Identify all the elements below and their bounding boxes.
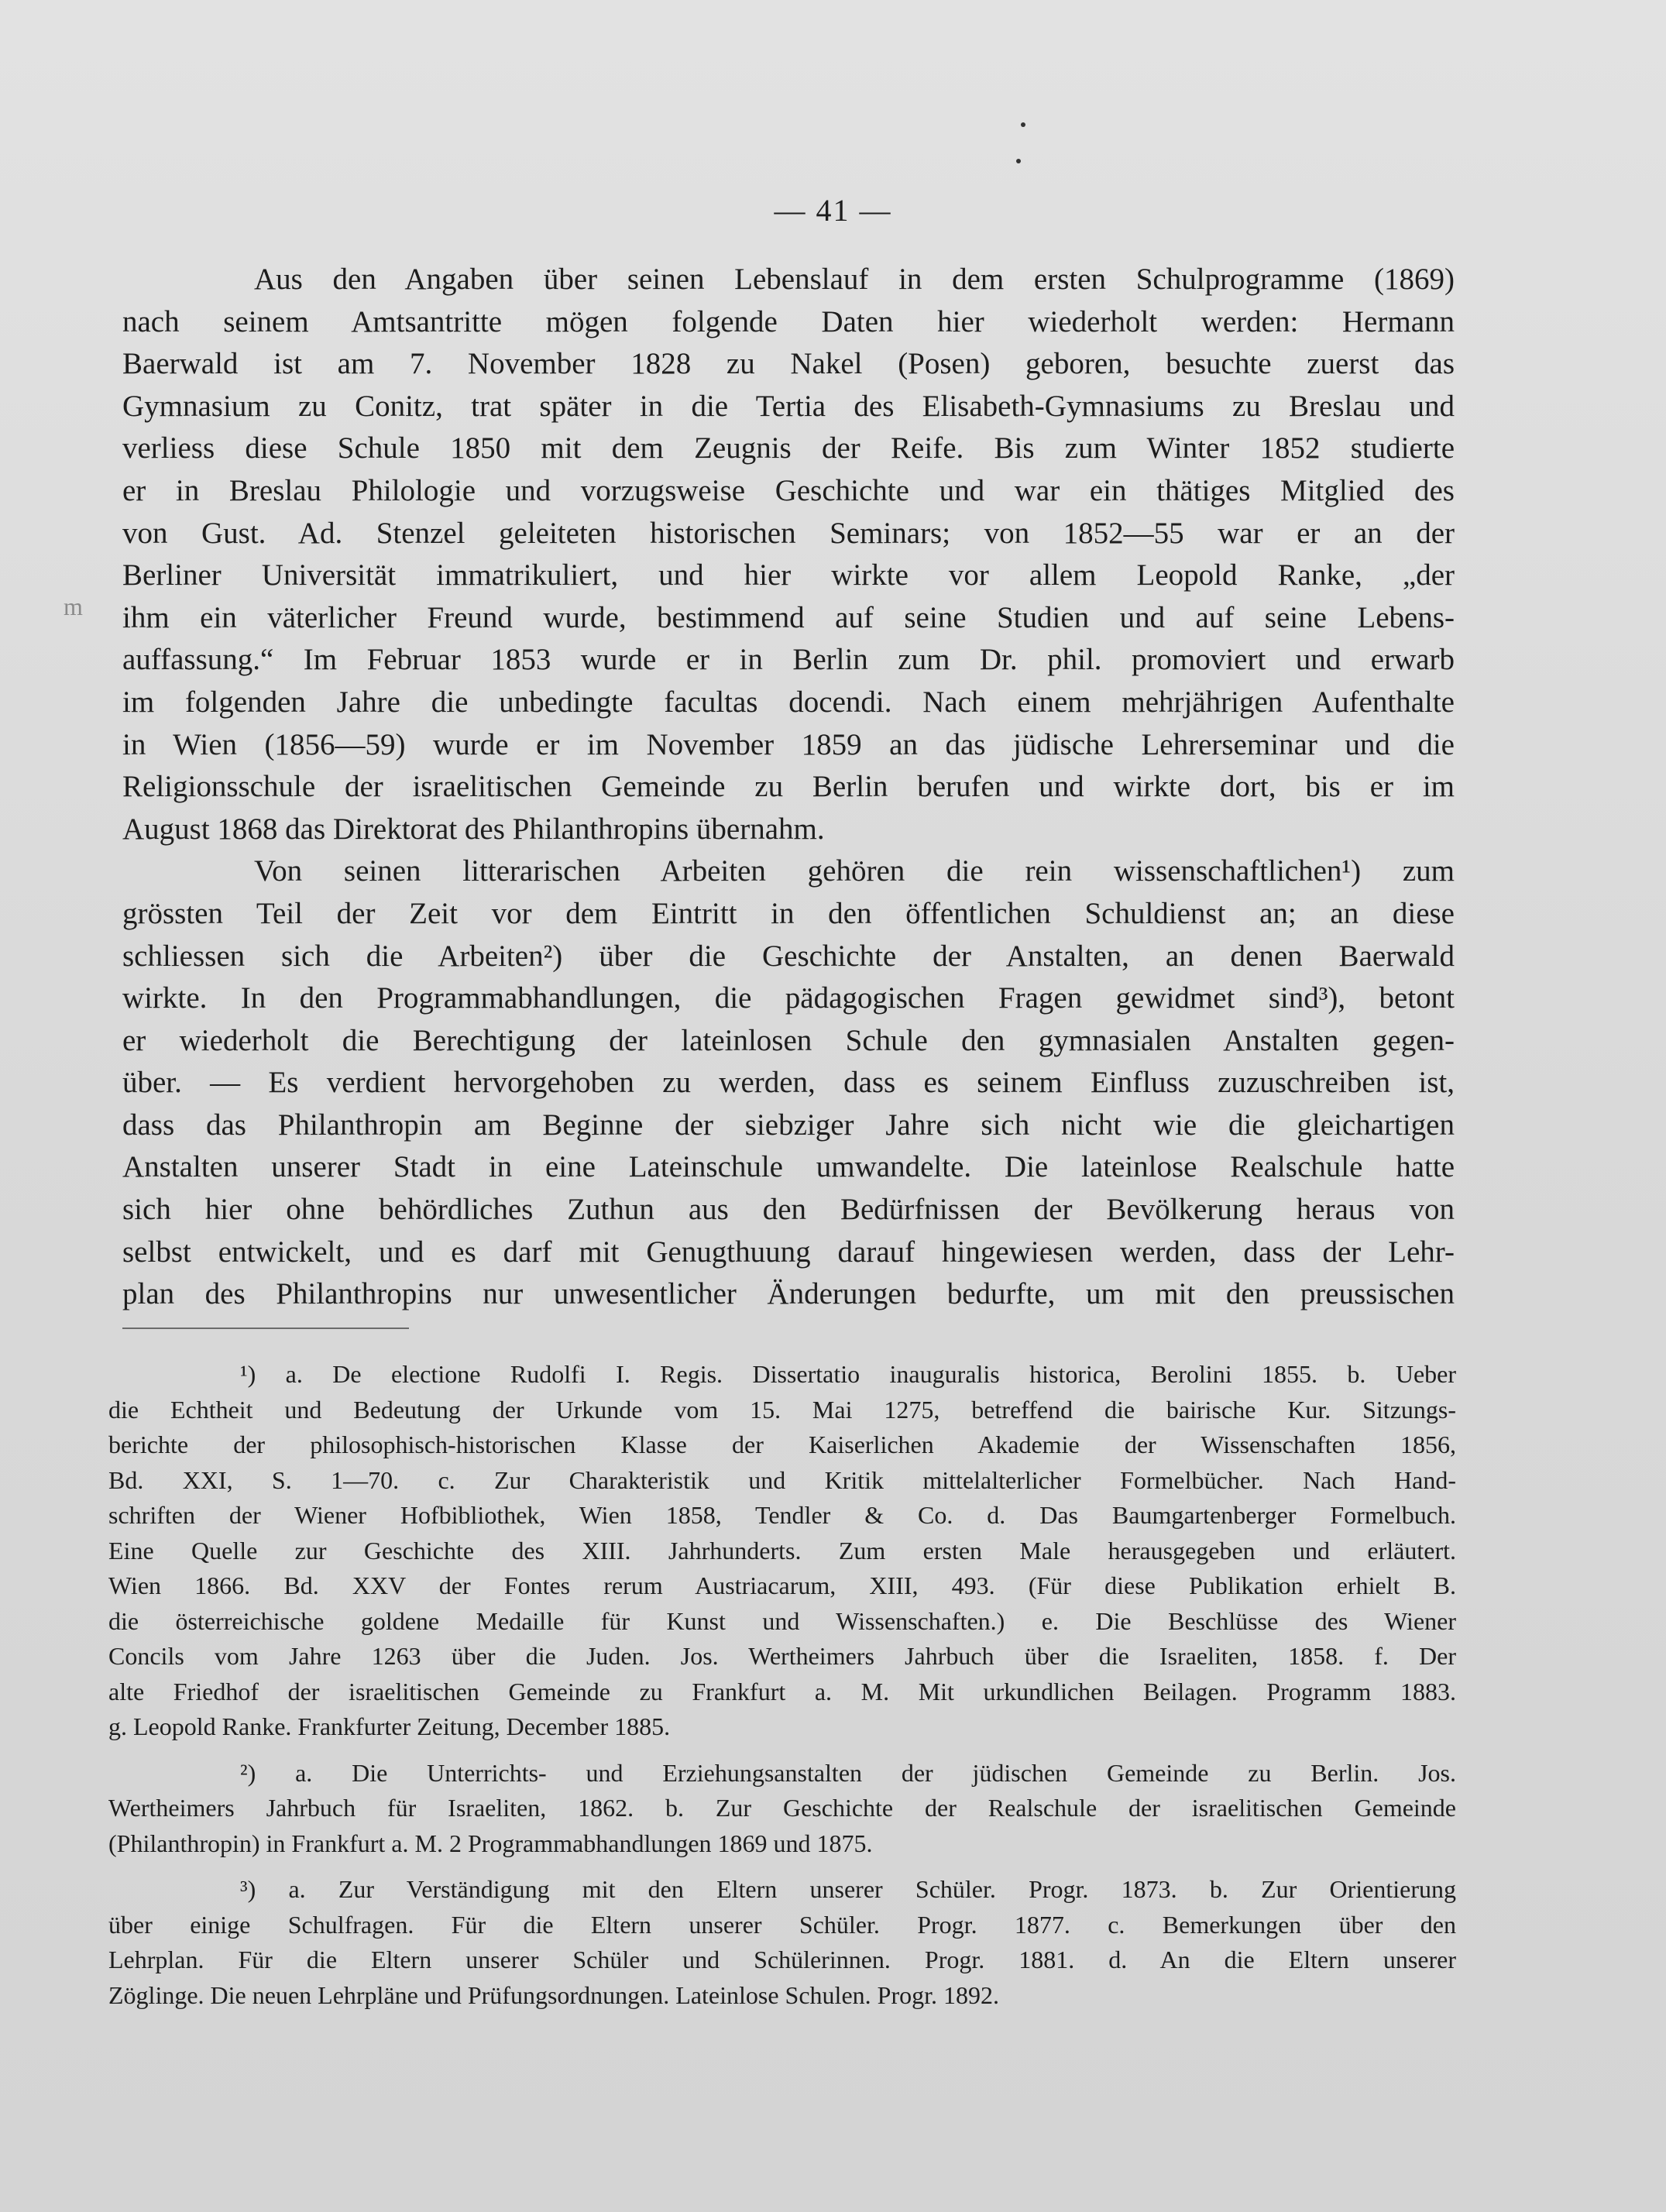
footnote-line: Eine Quelle zur Geschichte des XIII. Jahrhunderts. Zum ersten Male herausgegeben und erläutert. <box>108 1536 1456 1565</box>
text-line: Berliner Universität immatrikuliert, und hier wirkte vor allem Leopold Ranke, „der <box>122 558 1455 592</box>
text-line: Baerwald ist am 7. November 1828 zu Nakel (Posen) geboren, besuchte zuerst das <box>122 347 1455 381</box>
footnote-line: Lehrplan. Für die Eltern unserer Schüler und Schülerinnen. Progr. 1881. d. An die Eltern unserer <box>108 1946 1456 1973</box>
text-line: er wiederholt die Berechtigung der lateinlosen Schule den gymnasialen Anstalten gegen- <box>122 1023 1455 1057</box>
text-line: nach seinem Amtsantritte mögen folgende Daten hier wiederholt werden: Hermann <box>122 304 1455 338</box>
footnote-gap <box>108 1861 1456 1872</box>
text-line: Gymnasium zu Conitz, trat später in die Tertia des Elisabeth-Gymnasiums zu Breslau und <box>122 389 1455 423</box>
margin-mark: m <box>64 592 83 620</box>
text-line: Religionsschule der israelitischen Gemeinde zu Berlin berufen und wirkte dort, bis er im <box>122 770 1455 804</box>
footnotes <box>108 1357 1456 2013</box>
text-line: er in Breslau Philologie und vorzugsweise Geschichte und war ein thätiges Mitglied des <box>122 473 1455 507</box>
page-number: — 41 — <box>774 193 892 228</box>
footnote-line: Concils vom Jahre 1263 über die Juden. Jos. Wertheimers Jahrbuch über die Israeliten, 1858. f. Der <box>108 1642 1456 1670</box>
footnote-line: die Echtheit und Bedeutung der Urkunde vom 15. Mai 1275, betreffend die bairische Kur. Sitzungs- <box>108 1395 1456 1424</box>
text-line: über. — Es verdient hervorgehoben zu werden, dass es seinem Einfluss zuzuschreiben ist, <box>122 1066 1455 1100</box>
footnote-line: g. Leopold Ranke. Frankfurter Zeitung, December 1885. <box>108 1712 671 1740</box>
text-line: sich hier ohne behördliches Zuthun aus den Bedürfnissen der Bevölkerung heraus von <box>122 1193 1455 1227</box>
footnote-line: Wertheimers Jahrbuch für Israeliten, 1862. b. Zur Geschichte der Realschule der israelitischen Gemeinde <box>108 1794 1456 1822</box>
text-line: August 1868 das Direktorat des Philanthropins übernahm. <box>122 812 825 846</box>
text-line: in Wien (1856—59) wurde er im November 1859 an das jüdische Lehrerseminar und die <box>122 727 1455 761</box>
text-line: dass das Philanthropin am Beginne der siebziger Jahre sich nicht wie die gleichartigen <box>122 1108 1455 1142</box>
footnote-divider <box>122 1328 409 1329</box>
footnote-line: alte Friedhof der israelitischen Gemeinde zu Frankfurt a. M. Mit urkundlichen Beilagen. Programm 1883. <box>108 1677 1456 1705</box>
text-line: wirkte. In den Programmabhandlungen, die pädagogischen Fragen gewidmet sind³), betont <box>122 981 1455 1015</box>
text-line: ihm ein väterlicher Freund wurde, bestimmend auf seine Studien und auf seine Lebens- <box>122 600 1455 634</box>
main-text <box>122 259 1455 1316</box>
footnote-line: berichte der philosophisch-historischen Klasse der Kaiserlichen Akademie der Wissenschaften 1856, <box>108 1431 1456 1458</box>
text-line: auffassung.“ Im Februar 1853 wurde er in Berlin zum Dr. phil. promoviert und erwarb <box>122 643 1455 677</box>
footnote-line: ²) a. Die Unterrichts- und Erziehungsanstalten der jüdischen Gemeinde zu Berlin. Jos. <box>240 1758 1456 1787</box>
footnote-line: Bd. XXI, S. 1—70. c. Zur Charakteristik und Kritik mittelalterlicher Formelbücher. Nach Hand- <box>108 1465 1456 1494</box>
footnote-line: (Philanthropin) in Frankfurt a. M. 2 Programmabhandlungen 1869 und 1875. <box>108 1829 873 1857</box>
footnote-line: schriften der Wiener Hofbibliothek, Wien 1858, Tendler & Co. d. Das Baumgartenberger Formelbuch. <box>108 1501 1456 1529</box>
text-line: plan des Philanthropins nur unwesentlicher Änderungen bedurfte, um mit den preussischen <box>122 1277 1455 1311</box>
paragraph-2 <box>122 850 1455 1316</box>
text-line: Aus den Angaben über seinen Lebenslauf in dem ersten Schulprogramme (1869) <box>254 263 1455 296</box>
text-line: schliessen sich die Arbeiten²) über die Geschichte der Anstalten, an denen Baerwald <box>122 939 1455 973</box>
footnote-line: über einige Schulfragen. Für die Eltern unserer Schüler. Progr. 1877. c. Bemerkungen über den <box>108 1910 1456 1939</box>
paragraph-1 <box>122 259 1455 850</box>
footnote-line: Wien 1866. Bd. XXV der Fontes rerum Austriacarum, XIII, 493. (Für diese Publikation erhielt B. <box>108 1571 1456 1599</box>
footnote-line: ³) a. Zur Verständigung mit den Eltern unserer Schüler. Progr. 1873. b. Zur Orientierung <box>240 1875 1456 1903</box>
footnote-1 <box>108 1357 1456 1745</box>
speck <box>1016 159 1021 163</box>
text-line: verliess diese Schule 1850 mit dem Zeugnis der Reife. Bis zum Winter 1852 studierte <box>122 431 1455 465</box>
text-line: im folgenden Jahre die unbedingte facultas docendi. Nach einem mehrjährigen Aufenthalte <box>122 685 1455 719</box>
footnote-2 <box>108 1756 1456 1862</box>
speck <box>1021 122 1025 127</box>
text-line: von Gust. Ad. Stenzel geleiteten historischen Seminars; von 1852—55 war er an der <box>122 516 1455 550</box>
footnote-line: die österreichische goldene Medaille für Kunst und Wissenschaften.) e. Die Beschlüsse des Wiener <box>108 1606 1456 1635</box>
text-line: Von seinen litterarischen Arbeiten gehören die rein wissenschaftlichen¹) zum <box>254 854 1455 888</box>
footnote-line: ¹) a. De electione Rudolfi I. Regis. Dissertatio inauguralis historica, Berolini 1855. b. Ueber <box>240 1360 1456 1388</box>
text-line: grössten Teil der Zeit vor dem Eintritt in den öffentlichen Schuldienst an; an diese <box>122 896 1455 930</box>
footnote-line: Zöglinge. Die neuen Lehrpläne und Prüfungsordnungen. Lateinlose Schulen. Progr. 1892. <box>108 1980 999 2009</box>
text-line: selbst entwickelt, und es darf mit Genugthuung darauf hingewiesen werden, dass der Lehr- <box>122 1235 1455 1269</box>
footnote-3 <box>108 1872 1456 2013</box>
text-line: Anstalten unserer Stadt in eine Lateinschule umwandelte. Die lateinlose Realschule hatte <box>122 1150 1455 1184</box>
footnote-gap <box>108 1745 1456 1756</box>
